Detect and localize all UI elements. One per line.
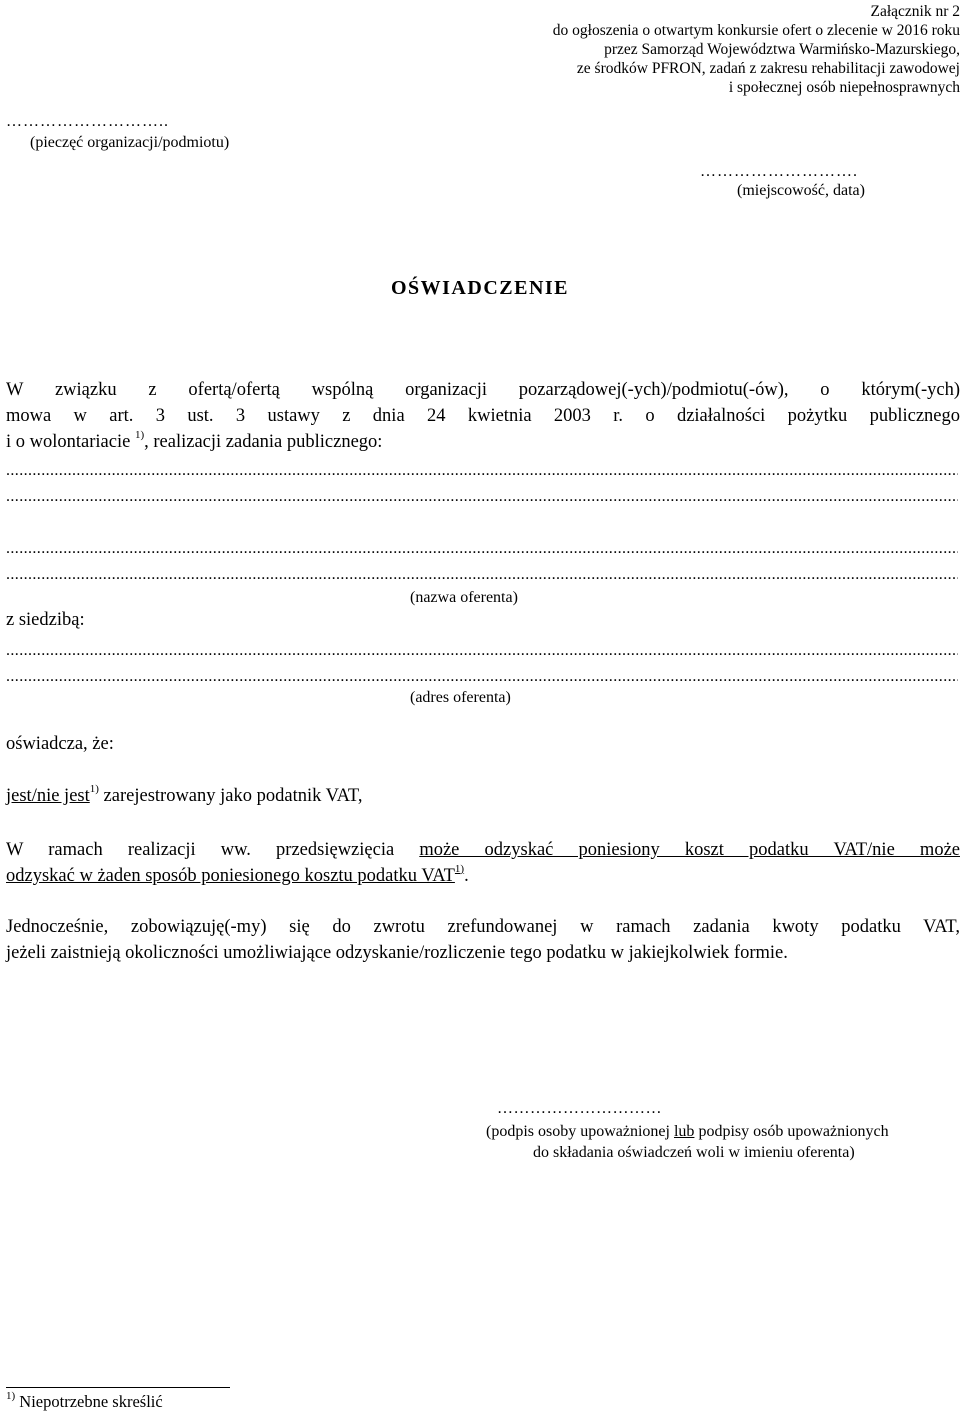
- annex-header: [440, 2, 960, 97]
- vat-status-choice: jest/nie jest: [6, 786, 90, 806]
- footnote-mark: 1): [6, 1389, 16, 1402]
- place-date-label: (miejscowość, data): [737, 182, 865, 199]
- stamp-label: (pieczęć organizacji/podmiotu): [30, 134, 230, 151]
- intro-line: mowa w art. 3 ust. 3 ustawy z dnia 24 kwietnia 2003 r. o działalności pożytku publicznego: [6, 406, 960, 426]
- obligation-line: Jednocześnie, zobowiązuję(-my) się do zwrotu zrefundowanej w ramach zadania kwoty podatku VAT,: [6, 917, 960, 937]
- footnote-ref: 1): [89, 782, 99, 795]
- fill-line: [6, 489, 958, 505]
- declares-label: oświadcza, że:: [6, 734, 114, 754]
- caption-offeror-name: (nazwa oferenta): [410, 589, 518, 606]
- intro-paragraph: [6, 377, 960, 455]
- intro-line: W związku z ofertą/ofertą wspólną organizacji pozarządowej(-ych)/podmiotu(-ów), o którym(-ych): [6, 380, 960, 400]
- fill-line: [6, 541, 958, 557]
- footnote: $^{1)}$ Niepotrzebne skreślić: [6, 1389, 163, 1411]
- annex-line: przez Samorząd Województwa Warmińsko-Mazurskiego,: [604, 41, 960, 58]
- vat-status-line: jest/nie jest$^{1)}$ zarejestrowany jako podatnik VAT,: [6, 782, 363, 806]
- signature-label: do składania oświadczeń woli w imieniu oferenta): [533, 1144, 855, 1161]
- fill-line: [6, 669, 958, 685]
- vat-recovery-line: odzyskać w żaden sposób poniesionego kosztu podatku VAT$^{1)}$.: [6, 862, 469, 886]
- annex-title: Załącznik nr 2: [870, 3, 960, 20]
- footnote-ref: 1): [454, 862, 465, 875]
- obligation-paragraph: [6, 914, 960, 966]
- signature-dots: …………………………: [497, 1100, 662, 1117]
- fill-line: [6, 567, 958, 583]
- footnote-rule: [6, 1387, 230, 1388]
- signature-label: (podpis osoby upoważnionej lub podpisy osób upoważnionych: [486, 1123, 889, 1140]
- footnote-ref: 1): [134, 428, 145, 441]
- place-date-dots: ……………………….: [700, 163, 858, 180]
- intro-line: i o wolontariacie $^{1)}$, realizacji zadania publicznego:: [6, 428, 383, 452]
- vat-recovery-line: W ramach realizacji ww. przedsięwzięcia może odzyskać poniesiony koszt podatku VAT/nie może: [6, 840, 960, 860]
- document-title: OŚWIADCZENIE: [390, 277, 570, 299]
- annex-line: i społecznej osób niepełnosprawnych: [728, 79, 960, 96]
- stamp-dots: ………………………..: [6, 113, 169, 130]
- vat-recovery-paragraph: [6, 837, 960, 889]
- fill-line: [6, 643, 958, 659]
- obligation-line: jeżeli zaistnieją okoliczności umożliwiające odzyskanie/rozliczenie tego podatku w jakiejkolwiek formie.: [6, 943, 788, 963]
- annex-line: ze środków PFRON, zadań z zakresu rehabilitacji zawodowej: [576, 60, 960, 77]
- seat-label: z siedzibą:: [6, 610, 85, 630]
- annex-line: do ogłoszenia o otwartym konkursie ofert o zlecenie w 2016 roku: [552, 22, 960, 39]
- caption-offeror-address: (adres oferenta): [410, 689, 511, 706]
- fill-line: [6, 463, 958, 479]
